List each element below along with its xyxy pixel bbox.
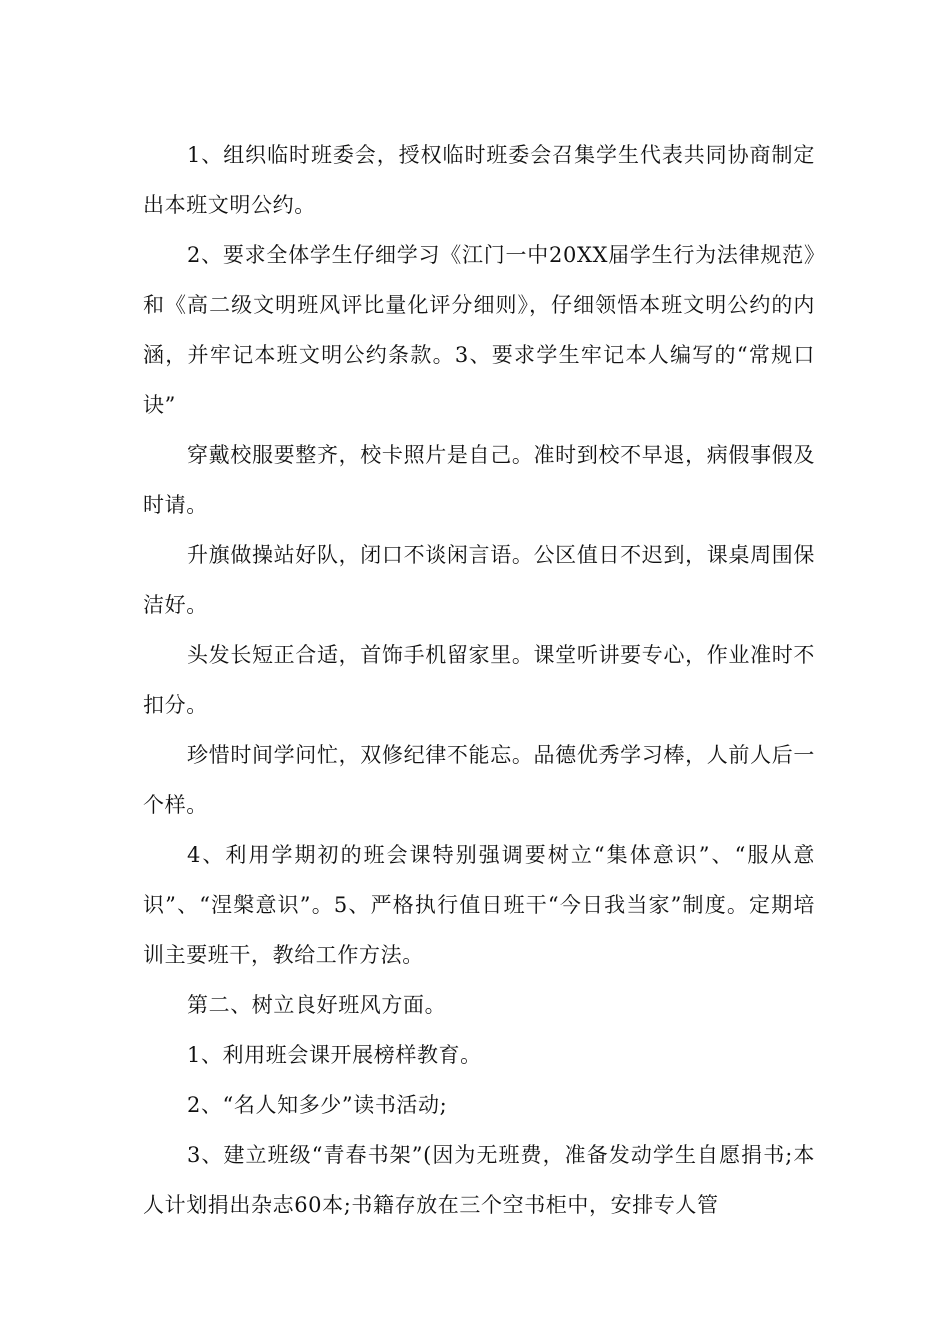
section-heading: 第二、树立良好班风方面。	[187, 993, 447, 1017]
paragraph-7: 4、利用学期初的班会课特别强调要树立“集体意识”、“服从意识”、“涅槃意识”。5、严格执行值日班干“今日我当家”制度。定期培训主要班干，教给工作方法。	[143, 843, 815, 967]
paragraph-5: 头发长短正合适，首饰手机留家里。课堂听讲要专心，作业准时不扣分。	[143, 643, 815, 717]
paragraph-3: 穿戴校服要整齐，校卡照片是自己。准时到校不早退，病假事假及时请。	[143, 443, 815, 517]
paragraph-10: 2、“名人知多少”读书活动;	[187, 1093, 448, 1117]
paragraph-11: 3、建立班级“青春书架”(因为无班费，准备发动学生自愿捐书;本人计划捐出杂志60本;书籍存放在三个空书柜中，安排专人管	[143, 1143, 815, 1217]
paragraph-4: 升旗做操站好队，闭口不谈闲言语。公区值日不迟到，课桌周围保洁好。	[143, 543, 815, 617]
paragraph-9: 1、利用班会课开展榜样教育。	[187, 1043, 482, 1067]
paragraph-6: 珍惜时间学问忙，双修纪律不能忘。品德优秀学习棒，人前人后一个样。	[143, 743, 815, 817]
paragraph-2: 2、要求全体学生仔细学习《江门一中20XX届学生行为法律规范》和《高二级文明班风评比量化评分细则》，仔细领悟本班文明公约的内涵，并牢记本班文明公约条款。3、要求学生牢记本人编写的“常规口诀”	[143, 243, 815, 417]
paragraph-1: 1、组织临时班委会，授权临时班委会召集学生代表共同协商制定出本班文明公约。	[143, 143, 815, 217]
document-body	[143, 130, 815, 1230]
